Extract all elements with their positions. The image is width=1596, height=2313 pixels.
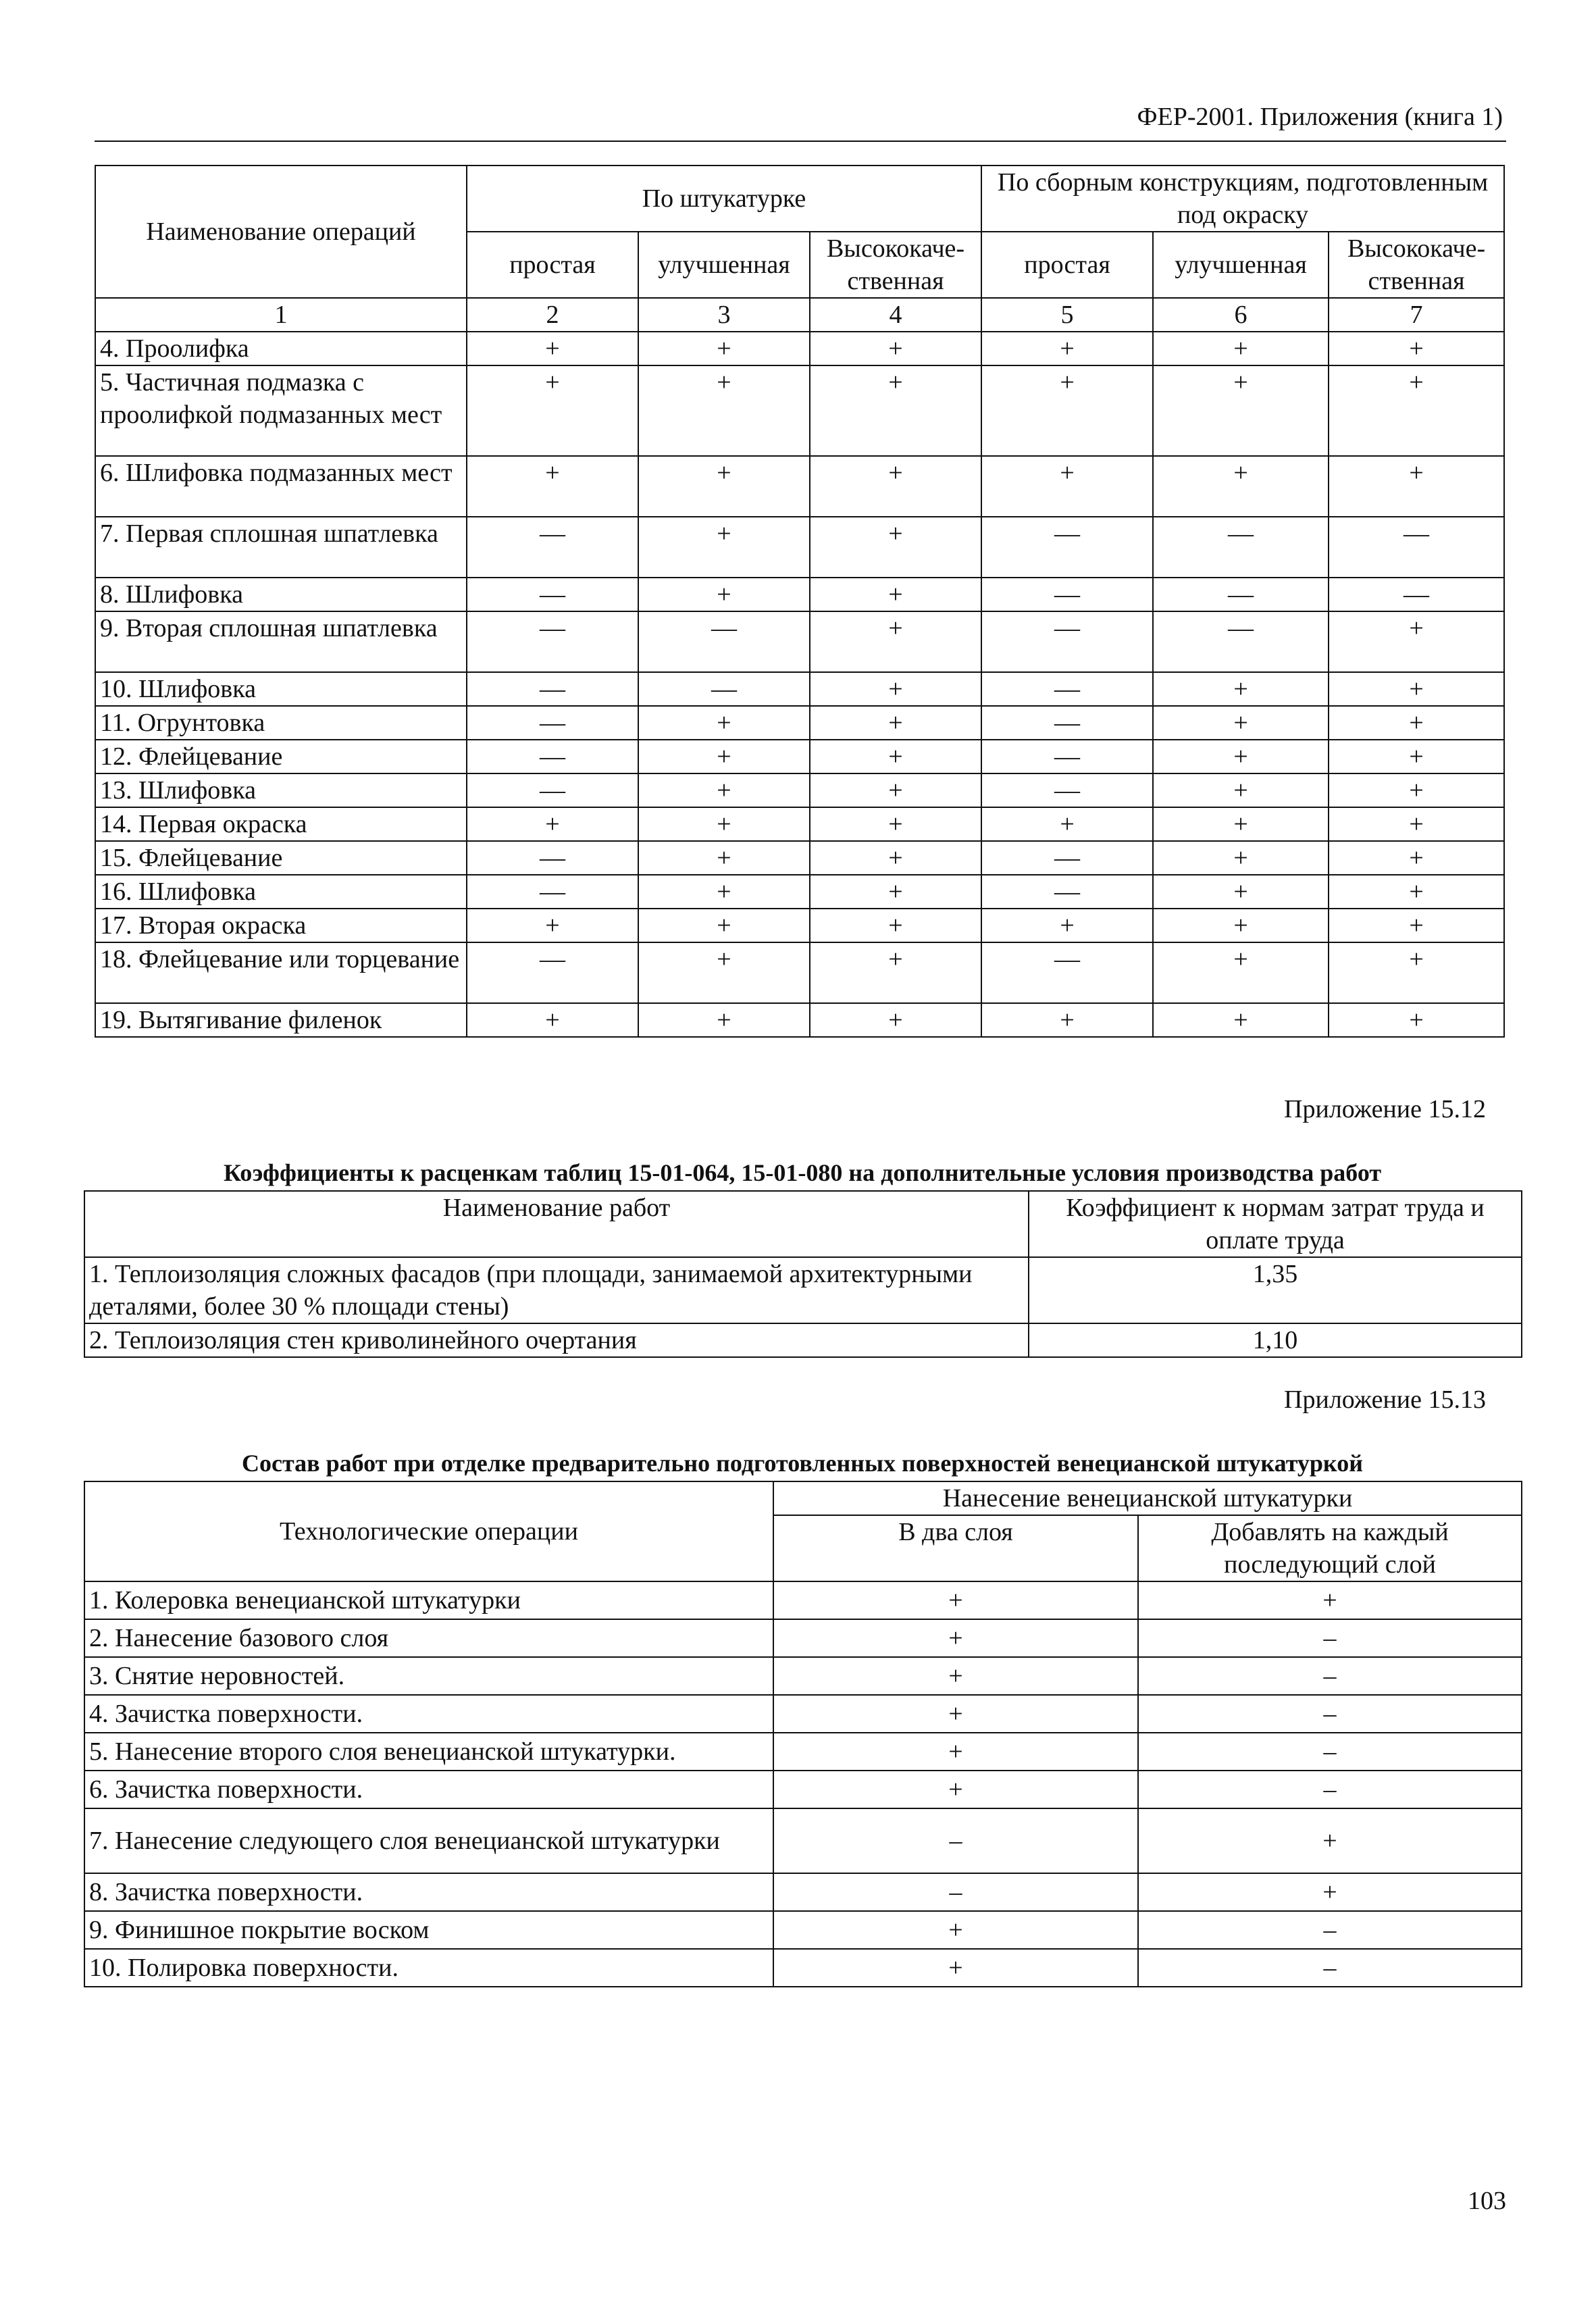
two-layers-mark: + [773,1911,1138,1949]
operation-mark: — [1153,578,1329,611]
operation-mark: — [1153,517,1329,578]
column-number-row [95,298,1504,332]
operation-name: 6. Шлифовка подмазанных мест [95,456,467,517]
header-each-layer: Добавлять на каждый последующий слой [1138,1515,1522,1581]
table-row [95,672,1504,706]
tech-operation: 6. Зачистка поверхности. [84,1771,773,1808]
operation-mark: — [981,875,1153,909]
operation-mark: + [638,517,810,578]
operation-mark: + [1329,706,1504,740]
coefficient-value: 1,10 [1029,1323,1522,1357]
operation-mark: + [1153,365,1329,456]
two-layers-mark: + [773,1657,1138,1695]
operation-mark: + [810,841,981,875]
operation-mark: + [467,807,638,841]
table-row [84,1771,1522,1808]
coefficients-body [84,1257,1522,1357]
each-layer-mark: + [1138,1581,1522,1619]
header-tech-operations: Технологические операции [84,1481,773,1581]
operation-mark: + [810,875,981,909]
operation-name: 15. Флейцевание [95,841,467,875]
operation-name: 14. Первая окраска [95,807,467,841]
operation-mark: + [1329,807,1504,841]
operation-mark: — [981,672,1153,706]
operation-name: 12. Флейцевание [95,740,467,773]
table-row [95,1003,1504,1037]
operation-name: 17. Вторая окраска [95,909,467,942]
operation-mark: — [467,672,638,706]
operation-mark: + [1329,740,1504,773]
table-row [95,740,1504,773]
tech-operation: 10. Полировка поверхности. [84,1949,773,1987]
operation-mark: + [810,807,981,841]
header-two-layers: В два слоя [773,1515,1138,1581]
header-group-plaster: По штукатурке [467,166,981,232]
operation-mark: — [467,841,638,875]
venetian-plaster-body [84,1581,1522,1987]
operation-mark: + [467,909,638,942]
operation-mark: + [810,332,981,365]
operation-mark: + [1153,942,1329,1003]
table-row [95,517,1504,578]
operation-mark: + [1153,909,1329,942]
operation-mark: + [467,456,638,517]
operation-mark: + [1153,672,1329,706]
operation-mark: + [981,456,1153,517]
header-prefab-improved: улучшенная [1153,232,1329,298]
operation-mark: — [981,740,1153,773]
table-row [84,1949,1522,1987]
header-plaster-simple: простая [467,232,638,298]
operation-mark: + [810,456,981,517]
operation-mark: — [467,942,638,1003]
table-row [84,1657,1522,1695]
operation-mark: + [638,1003,810,1037]
operation-mark: + [810,706,981,740]
table-row [84,1257,1522,1323]
column-number: 3 [638,298,810,332]
column-number: 5 [981,298,1153,332]
operation-mark: + [1153,773,1329,807]
operation-mark: + [1329,773,1504,807]
column-number: 2 [467,298,638,332]
operation-mark: — [467,740,638,773]
column-number: 6 [1153,298,1329,332]
operation-mark: + [638,706,810,740]
coefficient-value: 1,35 [1029,1257,1522,1323]
operation-mark: — [467,875,638,909]
operation-mark: + [638,875,810,909]
table-row [95,365,1504,456]
operation-mark: + [1153,456,1329,517]
tech-operation: 4. Зачистка поверхности. [84,1695,773,1733]
table-row [95,456,1504,517]
operation-mark: + [981,807,1153,841]
operation-mark: + [810,1003,981,1037]
column-number: 4 [810,298,981,332]
operation-mark: + [981,332,1153,365]
operation-name: 13. Шлифовка [95,773,467,807]
operation-mark: + [1329,1003,1504,1037]
venetian-plaster-table [84,1481,1522,1987]
operation-mark: + [810,909,981,942]
column-number: 7 [1329,298,1504,332]
operation-mark: — [467,517,638,578]
operation-mark: + [638,740,810,773]
operations-body [95,332,1504,1037]
operation-mark: — [1153,611,1329,672]
operation-mark: + [810,611,981,672]
table-row [95,841,1504,875]
operation-name: 9. Вторая сплошная шпатлевка [95,611,467,672]
two-layers-mark: – [773,1873,1138,1911]
operation-mark: — [467,773,638,807]
each-layer-mark: – [1138,1695,1522,1733]
header-apply-group: Нанесение венецианской штукатурки [773,1481,1522,1515]
header-plaster-high [810,232,981,298]
operation-mark: + [810,578,981,611]
operation-mark: + [1153,1003,1329,1037]
operation-mark: — [1329,517,1504,578]
table-row [84,1695,1522,1733]
table-row [95,332,1504,365]
each-layer-mark: – [1138,1911,1522,1949]
operation-mark: + [1153,706,1329,740]
header-coefficient: Коэффициент к нормам затрат труда и оплате труда [1029,1191,1522,1257]
coefficients-table [84,1190,1522,1358]
operation-mark: + [1329,841,1504,875]
two-layers-mark: + [773,1771,1138,1808]
table-row [84,1619,1522,1657]
operation-mark: — [467,611,638,672]
operation-name: 4. Проолифка [95,332,467,365]
header-high-line1: Высококаче- [826,234,965,263]
header-work-name: Наименование работ [84,1191,1029,1257]
table-row [84,1733,1522,1771]
operation-mark: — [638,611,810,672]
operation-mark: + [1329,909,1504,942]
running-title: ФЕР-2001. Приложения (книга 1) [1137,103,1503,131]
operation-mark: + [638,909,810,942]
column-number: 1 [95,298,467,332]
operation-name: 11. Огрунтовка [95,706,467,740]
operation-name: 18. Флейцевание или торцевание [95,942,467,1003]
two-layers-mark: + [773,1619,1138,1657]
header-prefab-simple: простая [981,232,1153,298]
header-high-line1: Высококаче- [1347,234,1486,263]
operation-mark: + [638,332,810,365]
operation-mark: — [1329,578,1504,611]
operation-mark: + [467,365,638,456]
page-number: 103 [1468,2187,1506,2215]
two-layers-mark: + [773,1733,1138,1771]
operation-mark: + [810,740,981,773]
operation-mark: + [810,773,981,807]
table-row [95,706,1504,740]
each-layer-mark: – [1138,1657,1522,1695]
operation-mark: + [1153,807,1329,841]
operation-mark: — [981,517,1153,578]
table-row [95,578,1504,611]
two-layers-mark: + [773,1695,1138,1733]
operation-mark: + [981,1003,1153,1037]
each-layer-mark: + [1138,1808,1522,1873]
header-group-prefab: По сборным конструкциям, подготовленным под окраску [981,166,1504,232]
operation-mark: + [810,365,981,456]
operation-name: 5. Частичная подмазка с проолифкой подмазанных мест [95,365,467,456]
two-layers-mark: + [773,1581,1138,1619]
table-row [84,1873,1522,1911]
operation-mark: + [981,365,1153,456]
operation-mark: — [981,841,1153,875]
operation-mark: + [638,807,810,841]
header-prefab-high [1329,232,1504,298]
operation-name: 19. Вытягивание филенок [95,1003,467,1037]
operation-mark: — [981,578,1153,611]
table-row [84,1323,1522,1357]
header-plaster-improved: улучшенная [638,232,810,298]
header-rule [95,141,1506,142]
operation-mark: + [467,1003,638,1037]
operation-mark: + [1329,672,1504,706]
operation-mark: — [981,706,1153,740]
operation-mark: + [638,841,810,875]
table-row [95,909,1504,942]
operation-mark: + [810,517,981,578]
each-layer-mark: – [1138,1949,1522,1987]
operation-mark: + [1153,332,1329,365]
header-high-line2: ственная [1368,267,1465,295]
two-layers-mark: – [773,1808,1138,1873]
operation-mark: — [981,942,1153,1003]
operation-name: 8. Шлифовка [95,578,467,611]
operation-mark: + [1329,365,1504,456]
operation-mark: + [1153,740,1329,773]
appendix-15-13-label: Приложение 15.13 [1284,1386,1486,1414]
each-layer-mark: – [1138,1733,1522,1771]
operation-mark: — [981,773,1153,807]
tech-operation: 9. Финишное покрытие воском [84,1911,773,1949]
operation-mark: + [1329,611,1504,672]
each-layer-mark: – [1138,1619,1522,1657]
table-row [95,807,1504,841]
table-row [95,942,1504,1003]
table-row [84,1808,1522,1873]
operation-mark: — [467,578,638,611]
table-row [84,1581,1522,1619]
table-row [84,1911,1522,1949]
operation-mark: + [467,332,638,365]
tech-operation: 8. Зачистка поверхности. [84,1873,773,1911]
tech-operation: 2. Нанесение базового слоя [84,1619,773,1657]
operation-mark: — [638,672,810,706]
operation-mark: + [638,942,810,1003]
header-operation-name: Наименование операций [95,166,467,298]
table-row [95,875,1504,909]
appendix-15-12-label: Приложение 15.12 [1284,1095,1486,1123]
appendix-15-12-title: Коэффициенты к расценкам таблиц 15-01-064, 15-01-080 на дополнительные условия производства работ [223,1159,1382,1186]
operation-mark: + [810,942,981,1003]
operation-name: 7. Первая сплошная шпатлевка [95,517,467,578]
each-layer-mark: + [1138,1873,1522,1911]
tech-operation: 7. Нанесение следующего слоя венецианской штукатурки [84,1808,773,1873]
header-high-line2: ственная [847,267,944,295]
operation-mark: + [1329,332,1504,365]
operation-mark: + [638,365,810,456]
table-row [95,773,1504,807]
operation-name: 10. Шлифовка [95,672,467,706]
appendix-15-13-title: Состав работ при отделке предварительно подготовленных поверхностей венецианской штукатуркой [242,1450,1363,1477]
operation-mark: — [981,611,1153,672]
operation-mark: — [467,706,638,740]
operation-mark: + [1153,875,1329,909]
operation-mark: + [810,672,981,706]
tech-operation: 1. Колеровка венецианской штукатурки [84,1581,773,1619]
operation-mark: + [1153,841,1329,875]
operation-name: 16. Шлифовка [95,875,467,909]
operations-table [95,165,1505,1038]
operation-mark: + [1329,456,1504,517]
operation-mark: + [638,456,810,517]
operation-mark: + [981,909,1153,942]
work-name: 1. Теплоизоляция сложных фасадов (при площади, занимаемой архитектурными деталями, более 30 % площади стены) [84,1257,1029,1323]
two-layers-mark: + [773,1949,1138,1987]
table-row [95,611,1504,672]
tech-operation: 5. Нанесение второго слоя венецианской штукатурки. [84,1733,773,1771]
operation-mark: + [1329,875,1504,909]
tech-operation: 3. Снятие неровностей. [84,1657,773,1695]
each-layer-mark: – [1138,1771,1522,1808]
operation-mark: + [638,773,810,807]
operation-mark: + [1329,942,1504,1003]
work-name: 2. Теплоизоляция стен криволинейного очертания [84,1323,1029,1357]
operation-mark: + [638,578,810,611]
